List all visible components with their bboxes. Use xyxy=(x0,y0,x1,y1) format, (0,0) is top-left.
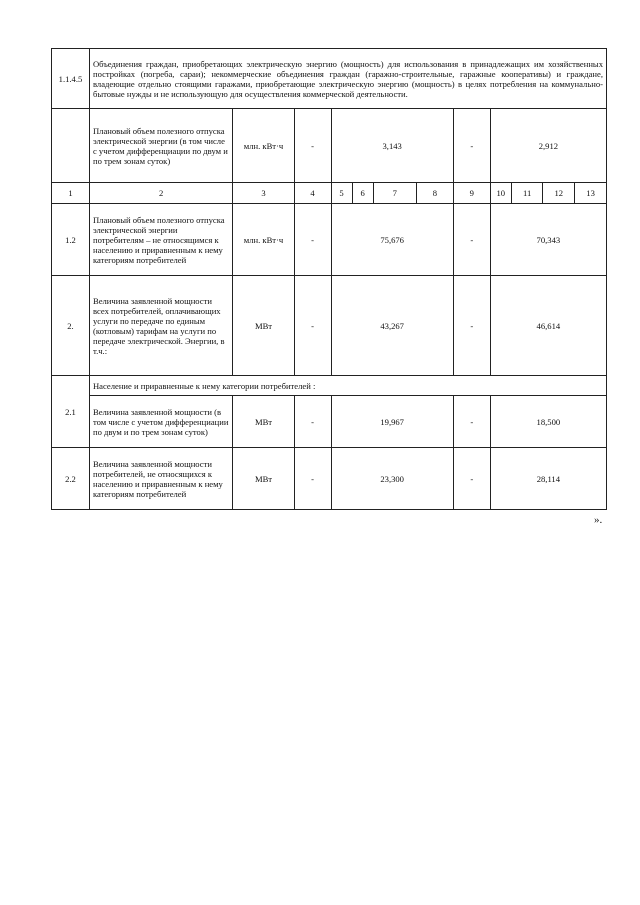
cell-col9: - xyxy=(453,276,490,376)
table-row xyxy=(52,376,607,396)
column-number: 5 xyxy=(331,183,352,204)
cell-col9: - xyxy=(453,109,490,183)
column-number: 13 xyxy=(575,183,607,204)
table-row xyxy=(52,448,607,510)
cell-value-second: 70,343 xyxy=(490,204,606,276)
cell-col4: - xyxy=(294,396,331,448)
column-number: 7 xyxy=(373,183,416,204)
cell-col4: - xyxy=(294,448,331,510)
column-number: 10 xyxy=(490,183,511,204)
section-header: Население и приравненные к нему категории потребителей : xyxy=(89,376,606,396)
cell-col9: - xyxy=(453,448,490,510)
column-number: 4 xyxy=(294,183,331,204)
row-number: 1.1.4.5 xyxy=(52,49,90,109)
column-number: 1 xyxy=(52,183,90,204)
cell-value-second: 28,114 xyxy=(490,448,606,510)
cell-value-first: 3,143 xyxy=(331,109,453,183)
cell-value-first: 19,967 xyxy=(331,396,453,448)
column-number: 3 xyxy=(233,183,294,204)
cell-value-second: 2,912 xyxy=(490,109,606,183)
cell-col9: - xyxy=(453,204,490,276)
row-number: 2.2 xyxy=(52,448,90,510)
cell-col9: - xyxy=(453,396,490,448)
table-row xyxy=(52,396,607,448)
row-unit: МВт xyxy=(233,448,294,510)
table-row xyxy=(52,109,607,183)
cell-col4: - xyxy=(294,276,331,376)
row-description: Объединения граждан, приобретающих электрическую энергию (мощность) для использования в принадлежащих им хозяйственных постройках (погреба, сараи); некоммерческие объединения граждан (гаражно-строительные, гаражные кооперативы) и граждане, владеющие отдельно стоящими гаражами, приобретающие электрическую энергию (мощность) в целях потребления на коммунально-бытовые нужды и не использующую для осуществления коммерческой деятельности. xyxy=(89,49,606,109)
closing-quote: ». xyxy=(594,514,603,526)
column-number: 6 xyxy=(352,183,373,204)
cell-col4: - xyxy=(294,109,331,183)
cell-value-second: 46,614 xyxy=(490,276,606,376)
row-number: 1.2 xyxy=(52,204,90,276)
row-unit: млн. кВт·ч xyxy=(233,109,294,183)
row-description: Величина заявленной мощности потребителей, не относящихся к населению и приравненным к нему категориям потребителей xyxy=(89,448,232,510)
table-row xyxy=(52,276,607,376)
row-unit: МВт xyxy=(233,276,294,376)
row-description: Величина заявленной мощности (в том числе с учетом дифференциации по двум и по трем зонам суток) xyxy=(89,396,232,448)
column-number: 8 xyxy=(416,183,453,204)
column-number: 9 xyxy=(453,183,490,204)
cell-value-first: 43,267 xyxy=(331,276,453,376)
cell-col4: - xyxy=(294,204,331,276)
row-number: 2.1 xyxy=(52,376,90,448)
table-row xyxy=(52,49,607,109)
row-description: Величина заявленной мощности всех потребителей, оплачивающих услуги по передаче по единым (котловым) тарифам на услуги по передаче электрической. Энергии, в т.ч.: xyxy=(89,276,232,376)
cell-value-first: 23,300 xyxy=(331,448,453,510)
column-number: 2 xyxy=(89,183,232,204)
row-number: 2. xyxy=(52,276,90,376)
row-description: Плановый объем полезного отпуска электрической энергии потребителям – не относящимся к населению и приравненным к нему категориям потребителей xyxy=(89,204,232,276)
column-number: 11 xyxy=(511,183,543,204)
row-number-empty xyxy=(52,109,90,183)
row-unit: МВт xyxy=(233,396,294,448)
table-row xyxy=(52,204,607,276)
column-number: 12 xyxy=(543,183,575,204)
cell-value-second: 18,500 xyxy=(490,396,606,448)
row-unit: млн. кВт·ч xyxy=(233,204,294,276)
row-description: Плановый объем полезного отпуска электрической энергии (в том числе с учетом дифференциации по двум и по трем зонам суток) xyxy=(89,109,232,183)
column-number-row xyxy=(52,183,607,204)
tariff-table xyxy=(51,48,607,510)
cell-value-first: 75,676 xyxy=(331,204,453,276)
